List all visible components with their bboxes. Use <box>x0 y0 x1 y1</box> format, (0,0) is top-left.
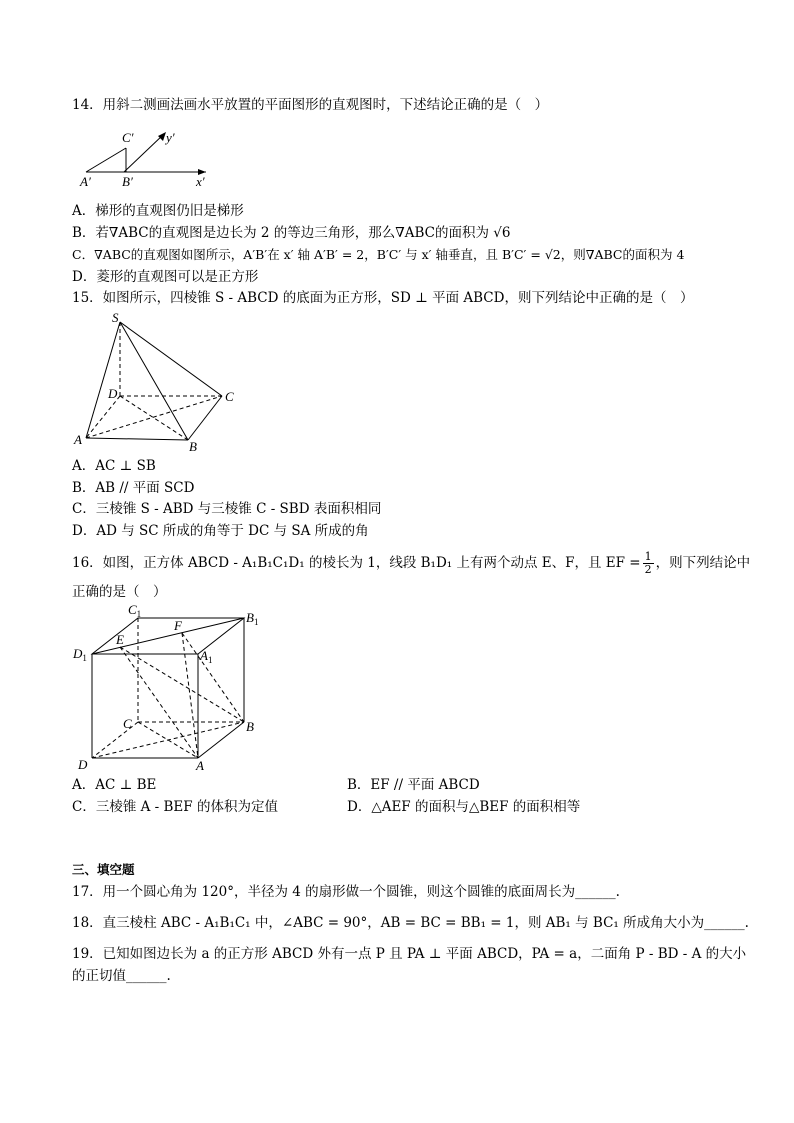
q14-label-y: y′ <box>166 130 175 145</box>
q16-label-f: F <box>174 618 182 633</box>
q16-label-d: D <box>78 757 88 772</box>
q19-text-line1: 19．已知如图边长为 a 的正方形 ABCD 外有一点 P 且 PA ⊥ 平面 ABCD，PA = a，二面角 P - BD - A 的大小 <box>72 946 747 962</box>
q14-label-c: C′ <box>122 130 134 145</box>
q15-option-b: B．AB // 平面 SCD <box>72 480 195 496</box>
q15-label-d: D <box>108 386 118 401</box>
q15-label-a: A <box>74 432 82 447</box>
q16-fraction <box>643 551 654 576</box>
q16-stem <box>72 551 750 576</box>
q16-label-b: B <box>246 719 254 734</box>
q14-label-x: x′ <box>196 174 205 189</box>
q15-option-c: C．三棱锥 S - ABD 与三棱锥 C - SBD 表面积相同 <box>72 501 382 517</box>
q16-option-c: C．三棱锥 A - BEF 的体积为定值 <box>72 799 278 815</box>
section-heading-fill-in: 三、填空题 <box>72 862 135 877</box>
q16-stem-start: 16．如图，正方体 ABCD - A₁B₁C₁D₁ 的棱长为 1，线段 B₁D₁ 上有两个动点 E、F，且 EF = <box>72 555 641 571</box>
q15-stem: 15．如图所示，四棱锥 S - ABCD 的底面为正方形，SD ⊥ 平面 ABCD，则下列结论中正确的是（ ） <box>72 290 694 306</box>
q16-label-e: E <box>116 632 124 647</box>
q14-label-b: B′ <box>122 174 133 189</box>
q16-stem-line2: 正确的是（ ） <box>72 584 167 600</box>
q15-option-d: D．AD 与 SC 所成的角等于 DC 与 SA 所成的角 <box>72 523 369 539</box>
q16-label-d1: $D_1$ <box>73 646 87 663</box>
q16-label-c: C <box>123 716 132 731</box>
q16-label-a: A <box>196 758 204 773</box>
q19-text-line2: 的正切值______. <box>72 968 171 984</box>
q16-option-a: A．AC ⊥ BE <box>72 777 157 793</box>
q15-label-c: C <box>225 389 234 404</box>
q14-option-d: D．菱形的直观图可以是正方形 <box>72 269 259 285</box>
q14-option-c: C．∇ABC的直观图如图所示，A′B′在 x′ 轴 A′B′ = 2，B′C′ 与 x′ 轴垂直，且 B′C′ = √2，则∇ABC的面积为 4 <box>72 247 685 262</box>
q17-text: 17．用一个圆心角为 120°，半径为 4 的扇形做一个圆锥，则这个圆锥的底面周长为______. <box>72 884 620 900</box>
q16-option-b: B．EF // 平面 ABCD <box>347 777 480 793</box>
q16-figure <box>72 602 272 774</box>
q15-label-s: S <box>112 310 119 325</box>
q14-label-a: A′ <box>80 174 91 189</box>
q16-fraction-numerator: 1 <box>644 550 652 563</box>
q15-figure <box>72 312 242 452</box>
q16-option-d: D．△AEF 的面积与△BEF 的面积相等 <box>347 799 581 815</box>
q16-label-c1: $C_1$ <box>128 602 142 619</box>
q16-label-b1: $B_1$ <box>246 610 259 627</box>
q14-option-b: B．若∇ABC的直观图是边长为 2 的等边三角形，那么∇ABC的面积为 √6 <box>72 225 511 241</box>
q14-figure <box>78 126 218 190</box>
q16-stem-end: ，则下列结论中 <box>655 555 751 571</box>
q16-label-a1: $A_1$ <box>200 648 213 665</box>
q14-option-a: A．梯形的直观图仍旧是梯形 <box>72 203 244 219</box>
q15-option-a: A．AC ⊥ SB <box>72 458 156 474</box>
q16-fraction-denominator: 2 <box>644 563 652 576</box>
q18-text: 18．直三棱柱 ABC - A₁B₁C₁ 中，∠ABC = 90°，AB = BC = BB₁ = 1，则 AB₁ 与 BC₁ 所成角大小为______. <box>72 915 749 931</box>
q14-stem: 14．用斜二测画法画水平放置的平面图形的直观图时，下述结论正确的是（ ） <box>72 97 549 113</box>
q15-label-b: B <box>189 439 197 454</box>
